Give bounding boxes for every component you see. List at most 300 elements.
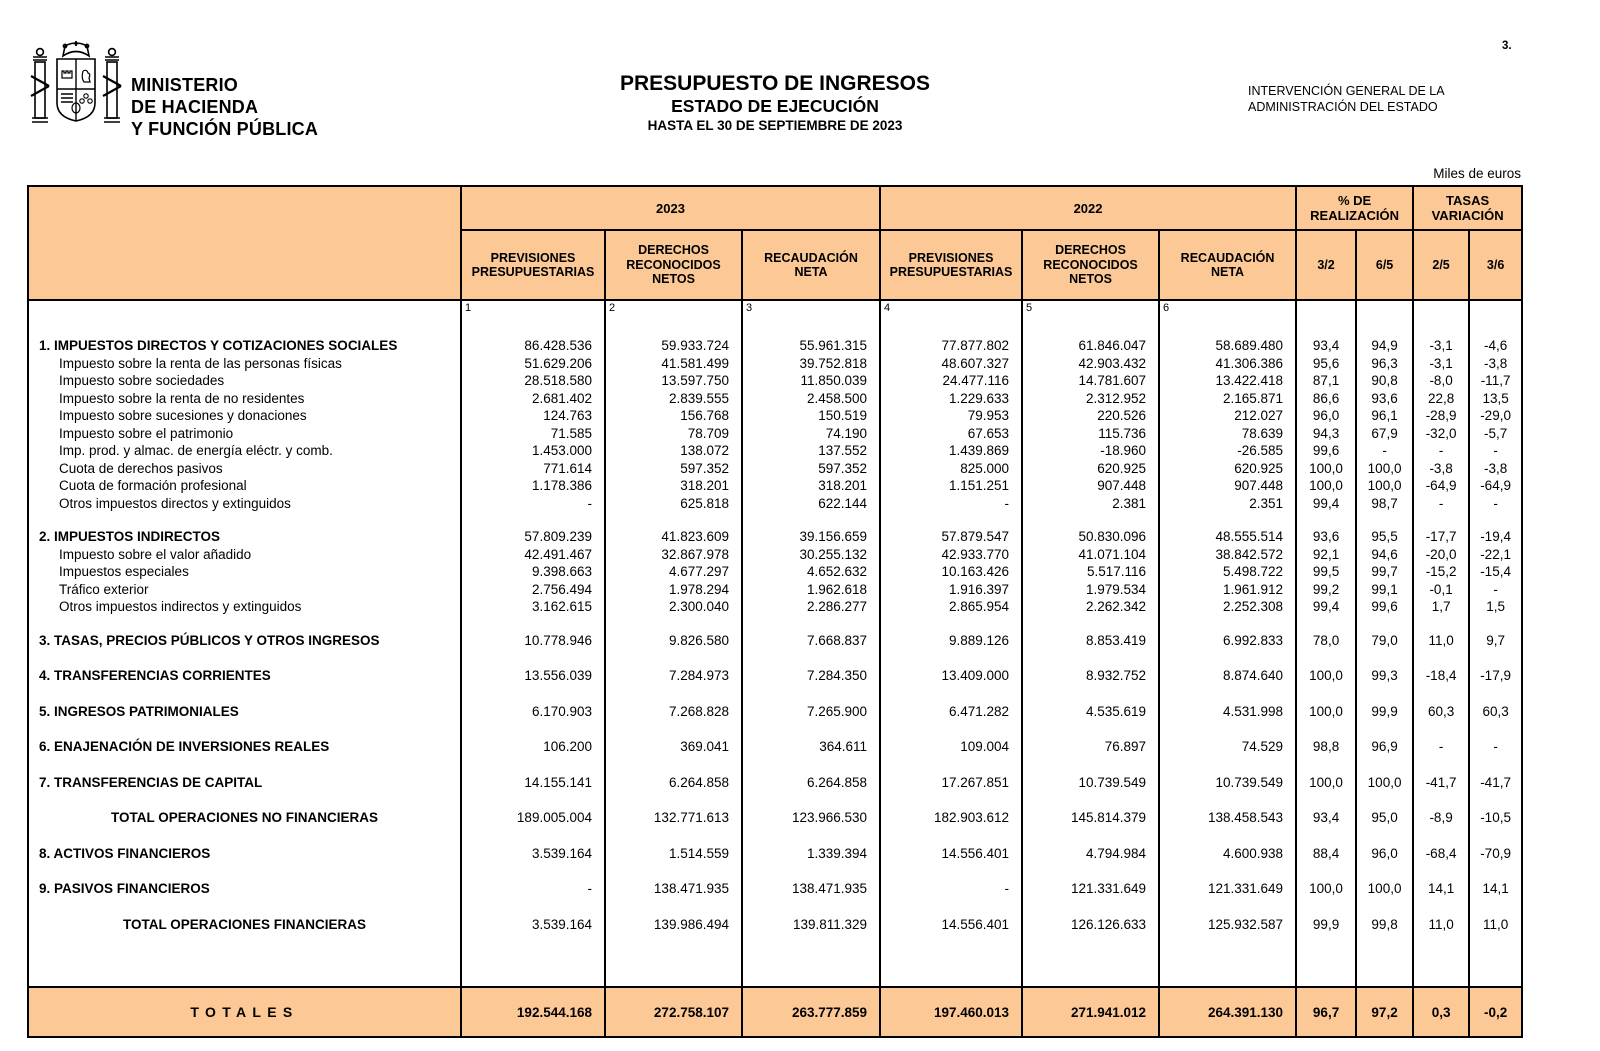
cell-amount: 48.555.514 (1159, 528, 1296, 546)
spacer-cell (28, 862, 461, 880)
spacer-cell (1356, 827, 1413, 845)
table-row (28, 703, 1522, 721)
spacer-cell (1413, 933, 1469, 987)
spacer-cell (1413, 616, 1469, 632)
spacer-cell (1356, 720, 1413, 738)
title-date: HASTA EL 30 DE SEPTIEMBRE DE 2023 (647, 118, 903, 133)
cell-ratio: 100,0 (1296, 774, 1356, 792)
spacer-cell (605, 512, 742, 528)
cell-ratio: 79,0 (1356, 632, 1413, 650)
cell-amount: 6.471.282 (880, 703, 1022, 721)
spacer-cell (1022, 898, 1159, 916)
cell-amount: 4.677.297 (605, 563, 742, 581)
col-header-ratio-2-5: 2/5 (1413, 230, 1469, 300)
spacer-cell (1356, 616, 1413, 632)
cell-ratio: 90,8 (1356, 372, 1413, 390)
spacer-cell (742, 756, 880, 774)
cell-ratio: - (1413, 738, 1469, 756)
spacer-cell (880, 616, 1022, 632)
cell-amount: 622.144 (742, 495, 880, 513)
cell-amount: 14.556.401 (880, 845, 1022, 863)
cell-amount: 189.005.004 (461, 809, 605, 827)
cell-amount: 125.932.587 (1159, 916, 1296, 934)
cell-amount: 41.823.609 (605, 528, 742, 546)
cell-ratio: 99,4 (1296, 598, 1356, 616)
cell-ratio: -64,9 (1480, 478, 1511, 493)
spacer-cell (28, 898, 461, 916)
table-row (28, 916, 1522, 934)
cell-amount: 1.514.559 (605, 845, 742, 863)
cell-ratio: 11,0 (1482, 916, 1509, 932)
cell-amount: 8.853.419 (1022, 632, 1159, 650)
totals-ratio: 97,2 (1356, 987, 1413, 1037)
cell-ratio: 94,6 (1356, 546, 1413, 564)
cell-amount: 182.903.612 (880, 809, 1022, 827)
cell-amount: 1.229.633 (880, 390, 1022, 408)
spacer-cell (742, 512, 880, 528)
cell-ratio: 92,1 (1296, 546, 1356, 564)
cell-ratio: 99,5 (1296, 563, 1356, 581)
spacer-cell (1022, 791, 1159, 809)
cell-ratio: - (1413, 442, 1469, 460)
cell-amount: 41.071.104 (1022, 546, 1159, 564)
cell-ratio: - (1413, 495, 1469, 513)
cell-amount: 139.811.329 (742, 916, 880, 934)
cell-ratio: -22,1 (1480, 546, 1511, 562)
row-label: Otros impuestos directos y extinguidos (28, 495, 461, 513)
cell-ratio: -41,7 (1413, 774, 1469, 792)
agency-name (1248, 83, 1445, 115)
ministry-name-line2: DE HACIENDA (131, 97, 259, 117)
cell-amount: 10.778.946 (461, 632, 605, 650)
column-number-empty (1413, 300, 1469, 327)
cell-amount: 7.265.900 (742, 703, 880, 721)
cell-amount: 74.190 (742, 425, 880, 443)
cell-amount: 2.865.954 (880, 598, 1022, 616)
cell-ratio: -15,2 (1413, 563, 1469, 581)
cell-amount: 30.255.132 (742, 546, 880, 564)
cell-ratio: -10,5 (1480, 810, 1511, 825)
spacer-cell (1159, 649, 1296, 667)
spacer-row (28, 791, 1522, 809)
spacer-cell (880, 512, 1022, 528)
spacer-cell (1356, 756, 1413, 774)
cell-amount: 1.339.394 (742, 845, 880, 863)
spacer-cell (1413, 827, 1469, 845)
spacer-cell (1413, 512, 1469, 528)
cell-amount: 79.953 (880, 407, 1022, 425)
cell-ratio: 60,3 (1482, 703, 1509, 719)
spacer-cell (1356, 512, 1413, 528)
cell-ratio: 14,1 (1413, 880, 1469, 898)
cell-amount: 74.529 (1159, 738, 1296, 756)
cell-ratio: 93,6 (1356, 390, 1413, 408)
column-number-empty (1296, 300, 1356, 327)
spacer-cell (28, 616, 461, 632)
cell-ratio: 99,9 (1356, 703, 1413, 721)
spacer-cell (1356, 791, 1413, 809)
cell-amount: 6.264.858 (742, 774, 880, 792)
cell-ratio: 98,8 (1296, 738, 1356, 756)
cell-ratio: - (1356, 442, 1413, 460)
year-2022-header: 2022 (880, 186, 1296, 230)
cell-amount: 1.916.397 (880, 581, 1022, 599)
cell-amount: 369.041 (605, 738, 742, 756)
cell-ratio: 94,9 (1356, 337, 1413, 355)
spacer-cell (742, 685, 880, 703)
document-title (460, 72, 1090, 135)
cell-ratio: -15,4 (1480, 564, 1511, 579)
cell-ratio: 99,8 (1356, 916, 1413, 934)
spacer-cell (461, 933, 605, 987)
spacer-cell (880, 827, 1022, 845)
spacer-cell (1296, 685, 1356, 703)
cell-amount: 123.966.530 (742, 809, 880, 827)
spacer-cell (1469, 685, 1522, 703)
row-label: 7. TRANSFERENCIAS DE CAPITAL (28, 774, 461, 792)
spacer-cell (461, 791, 605, 809)
spacer-cell (1159, 756, 1296, 774)
spacer-cell (1022, 933, 1159, 987)
row-label: 9. PASIVOS FINANCIEROS (28, 880, 461, 898)
cell-amount: 825.000 (880, 460, 1022, 478)
cell-ratio: - (1493, 739, 1498, 754)
spacer-cell (605, 933, 742, 987)
spacer-cell (28, 720, 461, 738)
cell-amount: 1.979.534 (1022, 581, 1159, 599)
spacer-cell (1159, 791, 1296, 809)
cell-amount: 1.151.251 (880, 477, 1022, 495)
cell-ratio: - (1493, 495, 1498, 511)
spacer-cell (1356, 933, 1413, 987)
cell-ratio: 11,0 (1413, 632, 1469, 650)
column-number-4: 4 (880, 300, 1022, 327)
cell-amount: 2.681.402 (461, 390, 605, 408)
table-row (28, 774, 1522, 792)
table-row (28, 528, 1522, 546)
spacer-cell (605, 616, 742, 632)
cell-amount: 1.962.618 (742, 581, 880, 599)
column-number-row (28, 300, 1522, 327)
cell-ratio: -3,1 (1413, 355, 1469, 373)
cell-amount: 150.519 (742, 407, 880, 425)
spacer-cell (461, 685, 605, 703)
cell-amount: 3.539.164 (461, 916, 605, 934)
cell-amount: 620.925 (1159, 460, 1296, 478)
totals-value: 263.777.859 (742, 987, 880, 1037)
column-number-6: 6 (1159, 300, 1296, 327)
cell-amount: 77.877.802 (880, 337, 1022, 355)
cell-amount: 6.992.833 (1159, 632, 1296, 650)
row-label: Otros impuestos indirectos y extinguidos (28, 598, 461, 616)
row-label: 3. TASAS, PRECIOS PÚBLICOS Y OTROS INGRESOS (28, 632, 461, 650)
table-row (28, 460, 1522, 478)
spacer-cell (1469, 616, 1522, 632)
spacer-cell (1356, 898, 1413, 916)
cell-ratio: 100,0 (1296, 880, 1356, 898)
spacer-cell (1022, 685, 1159, 703)
column-number-2: 2 (605, 300, 742, 327)
cell-amount: 9.398.663 (461, 563, 605, 581)
cell-amount: 2.756.494 (461, 581, 605, 599)
col-header-ratio-3-6: 3/6 (1469, 230, 1522, 300)
spacer-cell (1469, 720, 1522, 738)
cell-amount: 6.170.903 (461, 703, 605, 721)
spacer-cell (28, 933, 461, 987)
row-label: Impuesto sobre sucesiones y donaciones (28, 407, 461, 425)
totals-ratio: 0,3 (1413, 987, 1469, 1037)
cell-amount: 137.552 (742, 442, 880, 460)
cell-ratio: 100,0 (1296, 477, 1356, 495)
cell-ratio: -0,1 (1413, 581, 1469, 599)
cell-amount: 138.458.543 (1159, 809, 1296, 827)
table-row (28, 563, 1522, 581)
cell-amount: 597.352 (742, 460, 880, 478)
cell-amount: 13.556.039 (461, 667, 605, 685)
totals-value: 272.758.107 (605, 987, 742, 1037)
year-2023-header: 2023 (461, 186, 880, 230)
cell-amount: 109.004 (880, 738, 1022, 756)
cell-ratio: 99,4 (1296, 495, 1356, 513)
column-number-3: 3 (742, 300, 880, 327)
cell-ratio: -17,7 (1413, 528, 1469, 546)
spacer-cell (880, 791, 1022, 809)
cell-amount: - (880, 880, 1022, 898)
spacer-cell (605, 685, 742, 703)
cell-ratio: 78,0 (1296, 632, 1356, 650)
spacer-cell (605, 898, 742, 916)
row-label: Impuesto sobre la renta de no residentes (28, 390, 461, 408)
cell-amount: 14.781.607 (1022, 372, 1159, 390)
table-body (28, 337, 1522, 987)
spacer-cell (1469, 827, 1522, 845)
cell-ratio: 60,3 (1413, 703, 1469, 721)
spacer-cell (1159, 862, 1296, 880)
cell-amount: 1.453.000 (461, 442, 605, 460)
cell-amount: 2.312.952 (1022, 390, 1159, 408)
cell-ratio: 100,0 (1356, 460, 1413, 478)
col-header-recaudacion-2022: RECAUDACIÓN NETA (1159, 230, 1296, 300)
spacer-cell (1022, 616, 1159, 632)
cell-amount: 32.867.978 (605, 546, 742, 564)
spacer-cell (1159, 827, 1296, 845)
spacer-cell (461, 827, 605, 845)
spacer-cell (1159, 685, 1296, 703)
spacer-cell (461, 862, 605, 880)
cell-ratio: 100,0 (1356, 880, 1413, 898)
spacer-row (28, 685, 1522, 703)
spacer-cell (880, 685, 1022, 703)
cell-amount: 2.458.500 (742, 390, 880, 408)
cell-amount: 8.932.752 (1022, 667, 1159, 685)
cell-ratio: 1,7 (1413, 598, 1469, 616)
table-row (28, 337, 1522, 355)
ministry-coat-of-arms-icon (30, 38, 122, 138)
ministry-name-line1: MINISTERIO (131, 75, 239, 95)
cell-amount: 126.126.633 (1022, 916, 1159, 934)
spacer-cell (1296, 616, 1356, 632)
cell-ratio: -64,9 (1413, 477, 1469, 495)
cell-amount: 620.925 (1022, 460, 1159, 478)
spacer-cell (1296, 898, 1356, 916)
spacer-cell (1469, 649, 1522, 667)
spacer-cell (1413, 756, 1469, 774)
cell-amount: 4.535.619 (1022, 703, 1159, 721)
spacer-cell (742, 862, 880, 880)
cell-amount: 212.027 (1159, 407, 1296, 425)
cell-amount: 55.961.315 (742, 337, 880, 355)
cell-ratio: 88,4 (1296, 845, 1356, 863)
spacer-cell (1159, 616, 1296, 632)
cell-amount: 2.300.040 (605, 598, 742, 616)
cell-amount: 39.156.659 (742, 528, 880, 546)
spacer-cell (461, 720, 605, 738)
top-padding-row (28, 327, 1522, 337)
spacer-cell (880, 933, 1022, 987)
cell-amount: 2.381 (1022, 495, 1159, 513)
cell-ratio: 99,2 (1296, 581, 1356, 599)
cell-amount: 139.986.494 (605, 916, 742, 934)
totals-value: 197.460.013 (880, 987, 1022, 1037)
col-header-derechos-2022: DERECHOS RECONOCIDOS NETOS (1022, 230, 1159, 300)
spacer-cell (461, 512, 605, 528)
spacer-cell (1469, 512, 1522, 528)
cell-amount: 6.264.858 (605, 774, 742, 792)
table-row (28, 598, 1522, 616)
cell-amount: 7.268.828 (605, 703, 742, 721)
cell-amount: 5.498.722 (1159, 563, 1296, 581)
cell-amount: 78.639 (1159, 425, 1296, 443)
cell-amount: 124.763 (461, 407, 605, 425)
cell-ratio: 93,4 (1296, 337, 1356, 355)
table-row (28, 667, 1522, 685)
cell-amount: - (880, 495, 1022, 513)
spacer-cell (605, 649, 742, 667)
cell-amount: 10.163.426 (880, 563, 1022, 581)
row-label: Cuota de formación profesional (28, 477, 461, 495)
cell-amount: 907.448 (1159, 477, 1296, 495)
cell-ratio: 96,3 (1356, 355, 1413, 373)
cell-amount: 145.814.379 (1022, 809, 1159, 827)
row-label-header-cell (28, 186, 461, 300)
cell-amount: 138.471.935 (742, 880, 880, 898)
col-header-ratio-6-5: 6/5 (1356, 230, 1413, 300)
row-label: 8. ACTIVOS FINANCIEROS (28, 845, 461, 863)
cell-amount: 771.614 (461, 460, 605, 478)
table-row (28, 738, 1522, 756)
cell-amount: - (461, 495, 605, 513)
cell-ratio: 100,0 (1356, 477, 1413, 495)
cell-ratio: 99,7 (1356, 563, 1413, 581)
cell-amount: 71.585 (461, 425, 605, 443)
cell-amount: 14.556.401 (880, 916, 1022, 934)
spacer-cell (1022, 720, 1159, 738)
column-number-5: 5 (1022, 300, 1159, 327)
row-label: TOTAL OPERACIONES FINANCIERAS (28, 916, 461, 934)
budget-execution-table (27, 185, 1523, 1038)
column-number-empty (1356, 300, 1413, 327)
title-sub: ESTADO DE EJECUCIÓN (671, 96, 879, 116)
cell-ratio: -5,7 (1483, 425, 1508, 441)
table-row (28, 880, 1522, 898)
cell-ratio: 99,3 (1356, 667, 1413, 685)
cell-ratio: 100,0 (1296, 703, 1356, 721)
spacer-cell (461, 756, 605, 774)
spacer-cell (1356, 685, 1413, 703)
row-label: Impuesto sobre sociedades (28, 372, 461, 390)
spacer-cell (1022, 862, 1159, 880)
cell-amount: 59.933.724 (605, 337, 742, 355)
spacer-cell (28, 512, 461, 528)
spacer-cell (742, 898, 880, 916)
cell-ratio: 1,5 (1486, 599, 1505, 614)
table-row (28, 477, 1522, 495)
spacer-cell (461, 616, 605, 632)
spacer-cell (1469, 898, 1522, 916)
row-label: Cuota de derechos pasivos (28, 460, 461, 478)
cell-ratio: -4,6 (1483, 338, 1508, 353)
cell-amount: 58.689.480 (1159, 337, 1296, 355)
cell-ratio: -17,9 (1480, 668, 1511, 683)
cell-amount: 67.653 (880, 425, 1022, 443)
table-row (28, 407, 1522, 425)
ministry-name (131, 74, 318, 140)
cell-amount: 121.331.649 (1022, 880, 1159, 898)
spacer-cell (1469, 862, 1522, 880)
spacer-row (28, 649, 1522, 667)
cell-amount: 13.409.000 (880, 667, 1022, 685)
table-group-header-row (28, 186, 1522, 230)
cell-ratio: 13,5 (1482, 390, 1509, 406)
cell-amount: 61.846.047 (1022, 337, 1159, 355)
spacer-cell (742, 649, 880, 667)
cell-amount: 907.448 (1022, 477, 1159, 495)
ministry-name-line3: Y FUNCIÓN PÚBLICA (131, 119, 319, 139)
cell-amount: 1.961.912 (1159, 581, 1296, 599)
cell-amount: 86.428.536 (461, 337, 605, 355)
cell-ratio: 9,7 (1486, 632, 1505, 648)
column-number-1: 1 (461, 300, 605, 327)
spacer-cell (28, 827, 461, 845)
cell-ratio: - (1493, 581, 1498, 597)
cell-amount: -18.960 (1022, 442, 1159, 460)
spacer-cell (605, 756, 742, 774)
spacer-cell (1159, 898, 1296, 916)
cell-ratio: 96,9 (1356, 738, 1413, 756)
spacer-cell (742, 827, 880, 845)
spacer-row (28, 933, 1522, 987)
spacer-cell (880, 862, 1022, 880)
cell-amount: 4.531.998 (1159, 703, 1296, 721)
col-header-previsiones-2022: PREVISIONES PRESUPUESTARIAS (880, 230, 1022, 300)
cell-amount: 364.611 (742, 738, 880, 756)
page-number: 3. (1502, 40, 1512, 52)
col-header-ratio-3-2: 3/2 (1296, 230, 1356, 300)
cell-ratio: -11,7 (1480, 373, 1511, 388)
cell-ratio: 100,0 (1296, 460, 1356, 478)
cell-amount: 2.252.308 (1159, 598, 1296, 616)
row-label: 2. IMPUESTOS INDIRECTOS (28, 528, 461, 546)
cell-ratio: 98,7 (1356, 495, 1413, 513)
cell-amount: 3.162.615 (461, 598, 605, 616)
cell-ratio: -8,9 (1413, 809, 1469, 827)
cell-amount: 50.830.096 (1022, 528, 1159, 546)
row-label: 1. IMPUESTOS DIRECTOS Y COTIZACIONES SOCIALES (28, 337, 461, 355)
pct-realizacion-header: % DE REALIZACIÓN (1296, 186, 1413, 230)
col-header-recaudacion-2023: RECAUDACIÓN NETA (742, 230, 880, 300)
row-label: 6. ENAJENACIÓN DE INVERSIONES REALES (28, 738, 461, 756)
spacer-cell (461, 898, 605, 916)
